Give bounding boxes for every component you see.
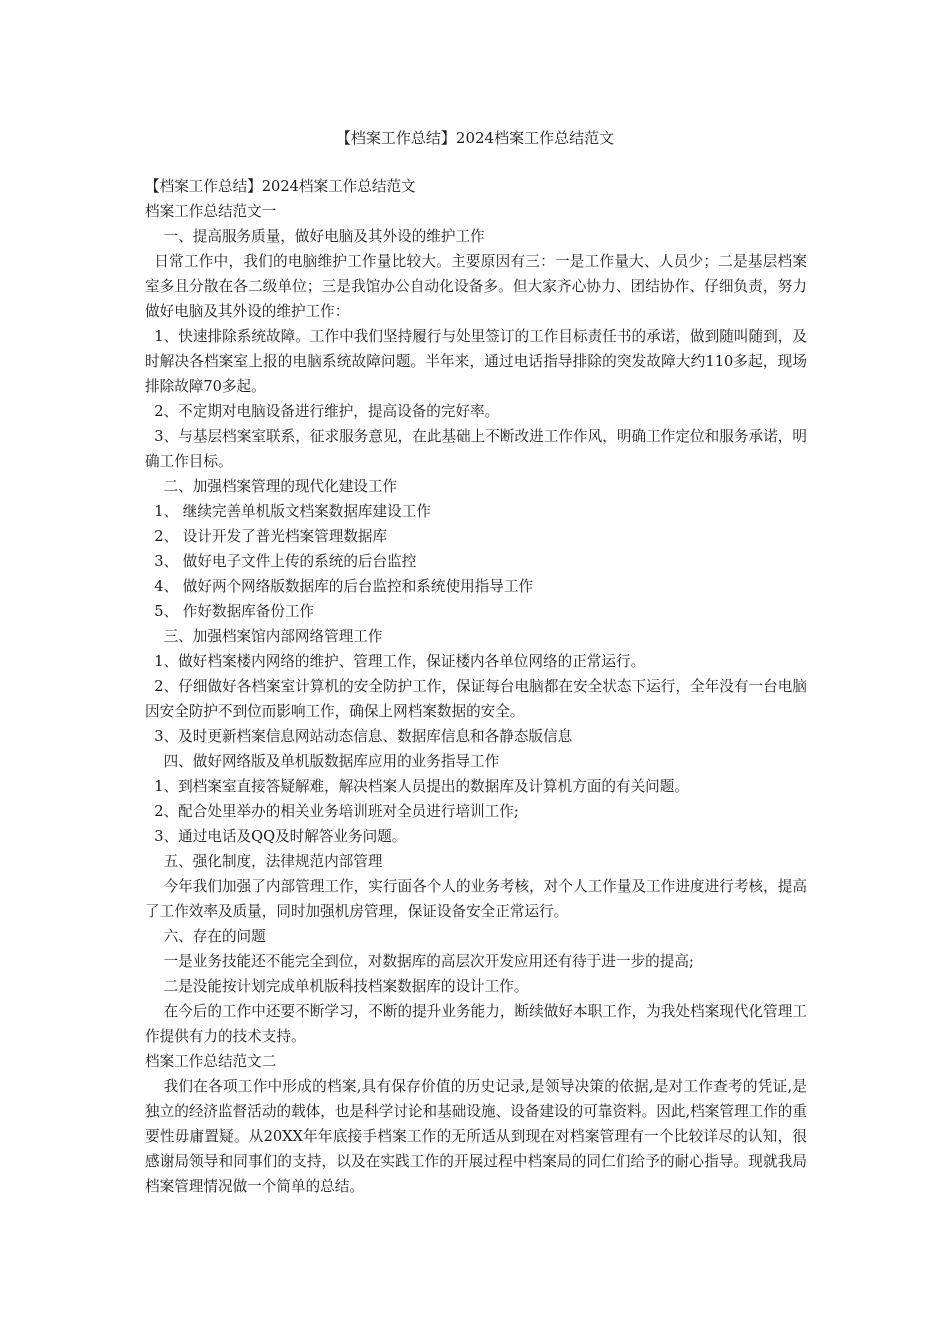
paragraph: 1、到档案室直接答疑解难，解决档案人员提出的数据库及计算机方面的有关问题。	[154, 778, 689, 795]
paragraph: 档案工作总结范文一	[145, 203, 277, 220]
paragraph: 六、存在的问题	[163, 928, 266, 945]
paragraph: 2、不定期对电脑设备进行维护，提高设备的完好率。	[154, 403, 500, 420]
paragraph: 1、做好档案楼内网络的维护、管理工作，保证楼内各单位网络的正常运行。	[154, 653, 646, 670]
paragraph: 5、 作好数据库备份工作	[154, 603, 315, 620]
paragraph: 日常工作中，我们的电脑维护工作量比较大。主要原因有三：一是工作量大、人员少；二是基层档案室多且分散在各二级单位；三是我馆办公自动化设备多。但大家齐心协力、团结协作、仔细负责，努力做好电脑及其外设的维护工作：	[145, 253, 807, 320]
paragraph: 3、通过电话及QQ及时解答业务问题。	[154, 828, 407, 845]
paragraph: 二是没能按计划完成单机版科技档案数据库的设计工作。	[163, 978, 529, 995]
paragraph: 今年我们加强了内部管理工作，实行面各个人的业务考核，对个人工作量及工作进度进行考核，提高了工作效率及质量，同时加强机房管理，保证设备安全正常运行。	[145, 878, 807, 920]
paragraph: 档案工作总结范文二	[145, 1053, 277, 1070]
paragraph: 3、 做好电子文件上传的系统的后台监控	[154, 553, 417, 570]
paragraph: 2、仔细做好各档案室计算机的安全防护工作，保证每台电脑都在安全状态下运行，全年没有一台电脑因安全防护不到位而影响工作，确保上网档案数据的安全。	[145, 678, 807, 720]
paragraph: 1、快速排除系统故障。工作中我们坚持履行与处里签订的工作目标责任书的承诺，做到随叫随到，及时解决各档案室上报的电脑系统故障问题。半年来，通过电话指导排除的突发故障大约110多起，现场排除故障70多起。	[145, 328, 807, 395]
document-title: 【档案工作总结】2024档案工作总结范文	[335, 129, 615, 147]
paragraph: 2、配合处里举办的相关业务培训班对全员进行培训工作;	[154, 803, 519, 820]
paragraph: 一、提高服务质量，做好电脑及其外设的维护工作	[163, 228, 485, 245]
paragraph: 3、及时更新档案信息网站动态信息、数据库信息和各静态版信息	[154, 728, 573, 745]
paragraph: 四、做好网络版及单机版数据库应用的业务指导工作	[163, 753, 500, 770]
paragraph: 在今后的工作中还要不断学习，不断的提升业务能力，断续做好本职工作，为我处档案现代化管理工作提供有力的技术支持。	[145, 1003, 807, 1045]
paragraph: 五、强化制度，法律规范内部管理	[163, 853, 383, 870]
document-body	[145, 174, 807, 1199]
paragraph: 3、与基层档案室联系，征求服务意见，在此基础上不断改进工作作风，明确工作定位和服务承诺，明确工作目标。	[145, 428, 807, 470]
paragraph: 1、 继续完善单机版文档案数据库建设工作	[154, 503, 431, 520]
paragraph: 一是业务技能还不能完全到位，对数据库的高层次开发应用还有待于进一步的提高;	[163, 953, 694, 970]
paragraph: 2、 设计开发了普光档案管理数据库	[154, 528, 388, 545]
paragraph: 4、 做好两个网络版数据库的后台监控和系统使用指导工作	[154, 578, 534, 595]
paragraph: 【档案工作总结】2024档案工作总结范文	[145, 178, 416, 195]
paragraph: 三、加强档案馆内部网络管理工作	[163, 628, 383, 645]
paragraph: 二、加强档案管理的现代化建设工作	[163, 478, 398, 495]
paragraph: 我们在各项工作中形成的档案,具有保存价值的历史记录,是领导决策的依据,是对工作查考的凭证,是独立的经济监督活动的载体，也是科学讨论和基础设施、设备建设的可靠资料。因此,档案管理工作的重要性毋庸置疑。从20XX年年底接手档案工作的无所适从到现在对档案管理有一个比较详尽的认知，很感谢局领导和同事们的支持，以及在实践工作的开展过程中档案局的同仁们给予的耐心指导。现就我局档案管理情况做一个简单的总结。	[145, 1078, 807, 1195]
